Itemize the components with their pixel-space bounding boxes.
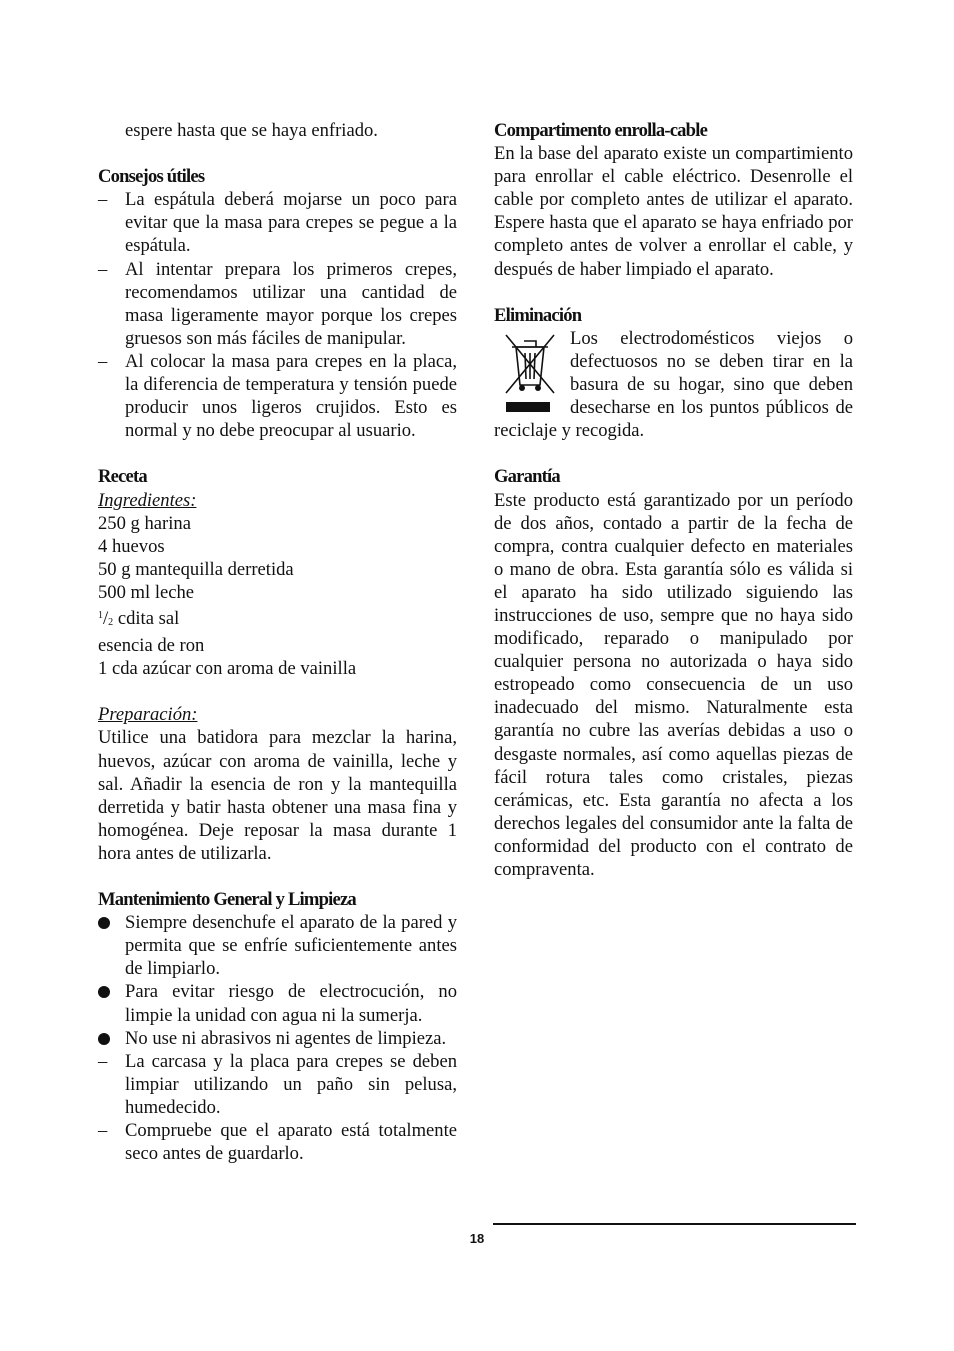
tips-list: [98, 188, 457, 442]
list-item: [98, 911, 457, 980]
dash-marker: –: [98, 350, 108, 372]
right-column: [494, 119, 853, 881]
page-number: 18: [469, 1231, 485, 1246]
warranty-text: Este producto está garantizado por un período de dos años, contado a partir de la fecha de compra, contra cualquier defecto en materiales o mano de obra. Esta garantía sólo es válida si el aparato ha sido utilizado siguiendo las instrucciones de uso, sempre que no haya sido modificado, reparado o manipulado por cualquier persona no autorizada o haya sido estropeado como consecuencia de un uso inadecuado del mismo. Naturalmente esta garantía no cubre las averías debidas a uso o desgaste normales, así como aquellas piezas de fácil rotura tales como cristales, piezas cerámicas, etc. Esta garantía no afecta a los derechos legales del consumidor ante la falta de conformidad del producto con el contrato de compraventa.: [494, 489, 853, 880]
maintenance-text: Para evitar riesgo de electrocución, no limpie la unidad con agua ni la sumerja.: [125, 981, 457, 1026]
ingredient-line: 500 ml leche: [98, 581, 195, 603]
footer-rule: [493, 1223, 856, 1225]
list-item: [98, 1027, 457, 1050]
bullet-icon: [98, 911, 118, 935]
cable-text: En la base del aparato existe un compartimiento para enrollar el cable eléctrico. Desenrolle el cable por completo antes de utilizar el aparato. Espere hasta que el aparato se haya enfriado por completo antes de volver a enrollar el cable, y después de haber limpiado el aparato.: [494, 143, 853, 280]
recipe-heading: Receta: [98, 466, 147, 488]
ingredient-line: 250 g harina: [98, 512, 191, 534]
ingredient-salt: $^1/_2$ cdita sal: [98, 607, 180, 629]
crossed-out-wheelie-bin-icon: [494, 329, 564, 419]
cable-heading: Compartimento enrolla-cable: [494, 120, 708, 141]
ingredient-line: esencia de ron: [98, 635, 205, 657]
dash-marker: –: [98, 258, 108, 280]
disposal-text: Los electrodomésticos viejos o defectuosos no se deben tirar en la basura de su hogar, sino que deben desecharse en los puntos públicos de reciclaje y recogida.: [494, 327, 853, 442]
dash-marker: –: [98, 189, 108, 211]
maintenance-text: La carcasa y la placa para crepes se deben limpiar utilizando un paño sin pelusa, humedecido.: [125, 1050, 457, 1118]
list-item: [98, 350, 457, 442]
disposal-block: [494, 327, 853, 442]
disposal-heading: Eliminación: [494, 304, 582, 326]
maintenance-list: [98, 911, 457, 1165]
fraction-numerator: 1: [98, 609, 103, 621]
list-item: [98, 1119, 457, 1165]
tip-text: Al intentar prepara los primeros crepes, recomendamos utilizar una cantidad de masa ligeramente mayor porque los crepes gruesos son más fáciles de manipular.: [125, 258, 457, 349]
ingredients-label: Ingredientes:: [98, 489, 197, 511]
ingredient-line: 1 cda azúcar con aroma de vainilla: [98, 658, 357, 680]
preparation-text: Utilice una batidora para mezclar la harina, huevos, azúcar con aroma de vainilla, leche y sal. Añadir la esencia de ron y la mantequilla derretida y batir hasta obtener una masa fina y homogénea. Deje reposar la masa durante 1 hora antes de utilizarla.: [98, 727, 457, 864]
maintenance-text: Compruebe que el aparato está totalmente seco antes de guardarlo.: [125, 1120, 457, 1165]
bullet-icon: [98, 1027, 118, 1051]
maintenance-heading: Mantenimiento General y Limpieza: [98, 889, 356, 911]
fraction-denominator: 2: [108, 616, 114, 628]
dash-marker: –: [98, 1120, 108, 1142]
tip-text: La espátula deberá mojarse un poco para evitar que la masa para crepes se pegue a la espátula.: [125, 189, 457, 257]
bullet-icon: [98, 980, 118, 1004]
intro-text: espere hasta que se haya enfriado.: [125, 120, 378, 141]
list-item: [98, 258, 457, 350]
list-item: [98, 1050, 457, 1119]
tip-text: Al colocar la masa para crepes en la placa, la diferencia de temperatura y tensión puede producir unos ligeros crujidos. Esto es normal y no debe preocupar al usuario.: [125, 350, 457, 442]
list-item: [98, 980, 457, 1026]
maintenance-text: Siempre desenchufe el aparato de la pared y permita que se enfríe suficientemente antes de limpiarlo.: [125, 912, 457, 980]
ingredient-line: 50 g mantequilla derretida: [98, 558, 294, 580]
left-column: [98, 119, 457, 1165]
warranty-heading: Garantía: [494, 466, 560, 488]
salt-text: cdita sal: [113, 607, 180, 629]
ingredient-line: 4 huevos: [98, 535, 165, 557]
dash-marker: –: [98, 1050, 108, 1072]
list-item: [98, 188, 457, 257]
tips-heading: Consejos útiles: [98, 166, 205, 188]
preparation-label: Preparación:: [98, 704, 198, 726]
maintenance-text: No use ni abrasivos ni agentes de limpieza.: [125, 1027, 447, 1049]
